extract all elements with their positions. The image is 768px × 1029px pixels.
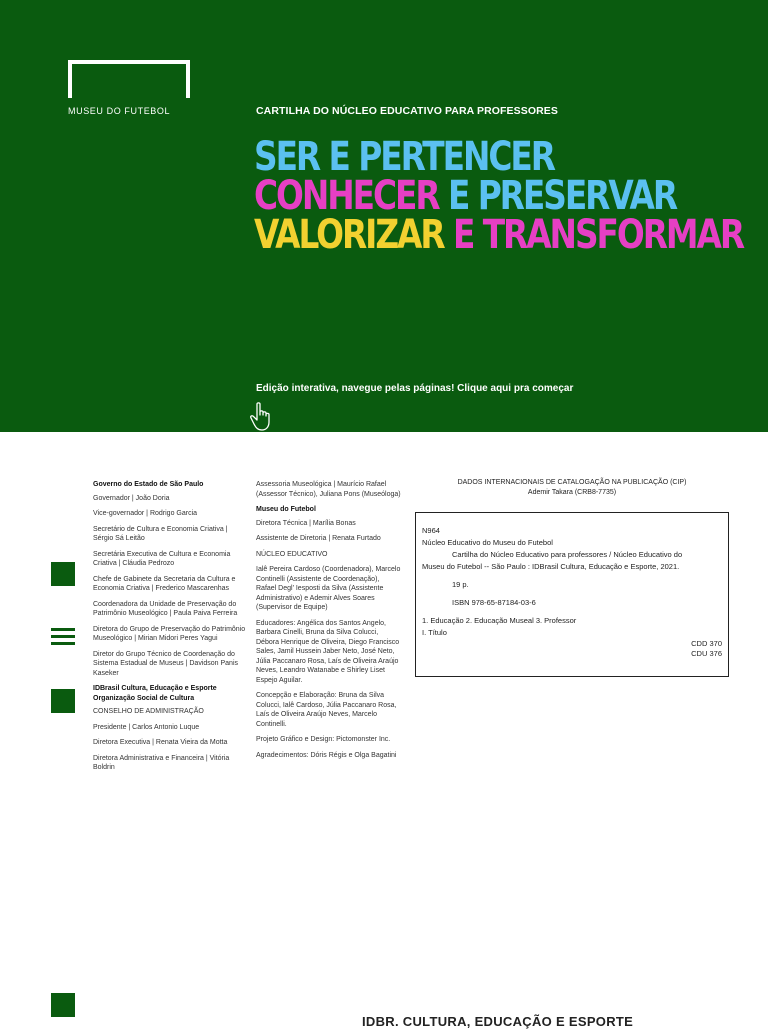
cip-title-cont: Museu do Futebol -- São Paulo : IDBrasil Cultura, Educação e Esporte, 2021. <box>422 562 680 571</box>
credit-item: Projeto Gráfico e Design: Pictomonster Inc. <box>256 736 391 743</box>
headline-word: SER E PERTENCER <box>254 134 554 180</box>
nav-square-button[interactable] <box>51 689 75 713</box>
cip-title: Cartilha do Núcleo Educativo para professores / Núcleo Educativo do <box>452 550 683 559</box>
cover-banner <box>0 0 768 432</box>
credit-item: Secretário de Cultura e Economia Criativa | Sérgio Sá Leitão <box>93 525 228 542</box>
credit-heading: Museu do Futebol <box>256 506 316 513</box>
credit-item: Diretor do Grupo Técnico de Coordenação do Sistema Estadual de Museus | Davidson Panis Kaseker <box>93 650 239 677</box>
credit-item: Governador | João Doria <box>93 494 170 502</box>
headline-word: VALORIZAR <box>254 212 453 258</box>
cip-librarian: Ademir Takara (CRB8-7735) <box>527 489 617 496</box>
museu-do-futebol-logo[interactable] <box>68 60 190 120</box>
credit-item: Diretora Técnica | Marília Bonas <box>256 519 356 527</box>
credits-left-column <box>93 480 248 779</box>
headline-word: E PRESERVAR <box>447 173 677 219</box>
credit-item: Agradecimentos: Dóris Régis e Olga Bagatini <box>256 751 397 759</box>
cip-code: N964 <box>422 526 440 535</box>
cip-isbn: ISBN 978-65-87184-03-6 <box>452 598 536 607</box>
nav-square-button[interactable] <box>51 562 75 586</box>
cip-pages: 19 p. <box>452 580 469 589</box>
cip-cdd: CDD 370 <box>691 639 722 648</box>
credit-item: Coordenadora da Unidade de Preservação do Patrimônio Museológico | Paula Paiva Ferreira <box>93 600 238 617</box>
menu-icon[interactable] <box>51 628 75 646</box>
credit-item: Presidente | Carlos Antonio Luque <box>93 723 200 731</box>
cip-subject-title: I. Título <box>422 628 447 637</box>
credit-item: Ialê Pereira Cardoso (Coordenadora), Marcelo Continelli (Assistente de Coordenação), Rafael Degl' Iesposti da Silva (Assistente Administrativo) e Ademir Alves Soares (Supervisor de Equipe) <box>256 566 401 611</box>
headline-line <box>254 134 672 180</box>
credit-item: Chefe de Gabinete da Secretaria da Cultura e Economia Criativa | Frederico Mascarenhas <box>93 575 236 592</box>
credit-item: Diretora Administrativa e Financeira | Vitória Boldrin <box>93 754 230 771</box>
headline-word: CONHECER <box>254 173 448 219</box>
credit-item: Diretora Executiva | Renata Vieira da Motta <box>93 739 228 746</box>
start-link[interactable]: Edição interativa, navegue pelas páginas! Clique aqui pra começar <box>256 383 574 394</box>
credit-item: Vice-governador | Rodrigo Garcia <box>93 510 198 517</box>
headline-line <box>254 173 677 219</box>
footer-organization-text: IDBR. CULTURA, EDUCAÇÃO E ESPORTE <box>362 1014 634 1029</box>
headline-line <box>254 212 744 258</box>
credit-heading: Governo do Estado de São Paulo <box>93 481 204 488</box>
cip-header <box>415 478 729 498</box>
logo-text: MUSEU DO FUTEBOL <box>68 106 171 116</box>
credit-item: Secretária Executiva de Cultura e Economia Criativa | Cláudia Pedrozo <box>93 550 231 567</box>
credit-heading: IDBrasil Cultura, Educação e Esporte Organização Social de Cultura <box>93 685 217 702</box>
credit-item: Assessoria Museológica | Maurício Rafael (Assessor Técnico), Juliana Pons (Museóloga) <box>256 481 401 498</box>
credit-item: CONSELHO DE ADMINISTRAÇÃO <box>93 708 204 715</box>
cip-heading: DADOS INTERNACIONAIS DE CATALOGAÇÃO NA PUBLICAÇÃO (CIP) <box>457 479 687 486</box>
cover-headline <box>254 134 744 258</box>
cip-author: Núcleo Educativo do Museu do Futebol <box>422 538 553 547</box>
credit-item: Educadores: Angélica dos Santos Angelo, Barbara Cinelli, Bruna da Silva Colucci, Débora Henrique de Oliveira, Diego Francisco Sales, Jamil Hussein Jaber Neto, José Neto, Júlia Paccanaro Rosa, Laís de Oliveira Araújo Neves, Leandro Watanabe e Shirley Liset Espejo Aguilar. <box>256 619 400 684</box>
headline-word: E TRANSFORMAR <box>452 212 744 258</box>
pointer-hand-icon[interactable] <box>250 402 276 432</box>
cover-subtitle: CARTILHA DO NÚCLEO EDUCATIVO PARA PROFESSORES <box>256 105 559 117</box>
credit-item: NÚCLEO EDUCATIVO <box>256 550 328 558</box>
nav-square-button[interactable] <box>51 993 75 1017</box>
credit-item: Concepção e Elaboração: Bruna da Silva Colucci, Ialê Cardoso, Júlia Paccanaro Rosa, Laís de Oliveira Araújo Neves, Marcelo Continelli. <box>256 692 397 728</box>
goal-frame-icon <box>68 60 190 98</box>
credit-item: Diretora do Grupo de Preservação do Patrimônio Museológico | Mirian Midori Peres Yagui <box>93 625 246 642</box>
cip-subjects: 1. Educação 2. Educação Museal 3. Professor <box>422 616 577 625</box>
cip-record-box <box>415 512 729 677</box>
credit-item: Assistente de Diretoria | Renata Furtado <box>256 535 381 542</box>
cip-cdu: CDU 376 <box>691 649 722 658</box>
credits-right-column <box>256 480 401 766</box>
